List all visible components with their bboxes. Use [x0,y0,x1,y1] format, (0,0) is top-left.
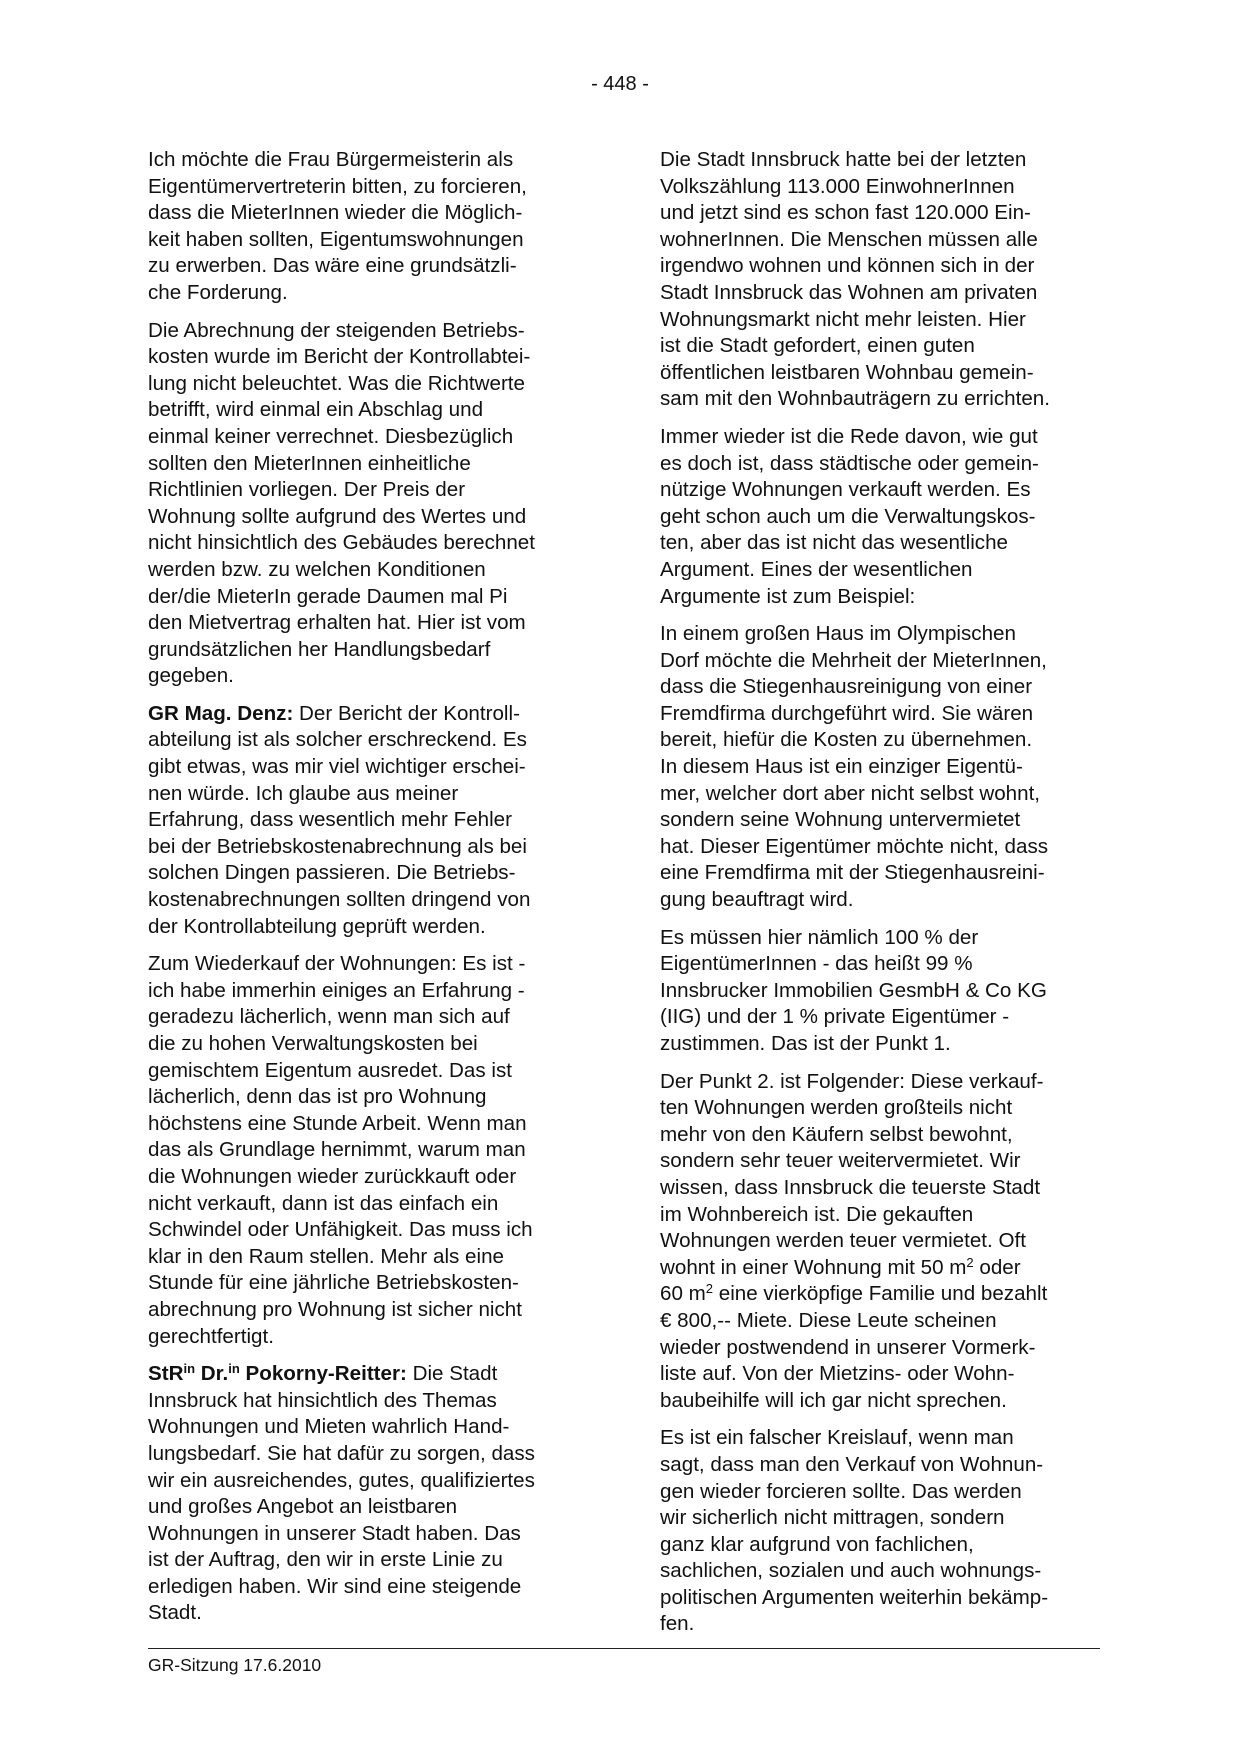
paragraph: Die Abrechnung der steigenden Betriebs- kosten wurde im Bericht der Kontrollabtei- lung nicht beleuchtet. Was die Richtwerte betrifft, wird einmal ein Abschlag und einmal keiner verrechnet. Diesbezüglich sollten den MieterInnen einheitliche Richtlinien vorliegen. Der Preis der Wohnung sollte aufgrund des Wertes und nicht hinsichtlich des Gebäudes berechnet werden bzw. zu welchen Konditionen der/die MieterIn gerade Daumen mal Pi den Mietvertrag erhalten hat. Hier ist vom grundsätzlichen her Handlungsbedarf gegeben. [148,318,535,688]
paragraph: Es ist ein falscher Kreislauf, wenn man sagt, dass man den Verkauf von Wohnun- gen wieder forcieren sollte. Das werden wir sicherlich nicht mittragen, sondern ganz klar aufgrund von fachlichen, sachlichen, sozialen und auch wohnungs- politischen Argumenten weiterhin bekämp- fen. [660,1426,1049,1636]
paragraph: Immer wieder ist die Rede davon, wie gut es doch ist, dass städtische oder gemein- nützige Wohnungen verkauft werden. Es geht schon auch um die Verwaltungskos- ten, aber das ist nicht das wesentliche Argument. Eines der wesentlichen Argumente ist zum Beispiel: [660,424,1039,608]
speech-paragraph: GR Mag. Denz: Der Bericht der Kontroll- abteilung ist als solcher erschreckend. Es gibt etwas, was mir viel wichtiger erschei- nen würde. Ich glaube aus meiner Erfahrung, dass wesentlich mehr Fehler bei der Betriebskostenabrechnung als bei solchen Dingen passieren. Die Betriebs- kostenabrechnungen sollten dringend von der Kontrollabteilung geprüft werden. [148,701,531,938]
paragraph: Der Punkt 2. ist Folgender: Diese verkauf- ten Wohnungen werden großteils nicht mehr von den Käufern selbst bewohnt, sondern sehr teuer weitervermietet. Wir wissen, dass Innsbruck die teuerste Stadt im Wohnbereich ist. Die gekauften Wohnungen werden teuer vermietet. Oft wohnt in einer Wohnung mit 50 $m^2$ oder 60 $m^2$ eine vierköpfige Familie und bezahlt € 800,-- Miete. Diese Leute scheinen wieder postwendend in unserer Vormerk- liste auf. Von der Mietzins- oder Wohn- baubeihilfe will ich gar nicht sprechen. [660,1069,1048,1412]
page-number: - 448 - [591,73,649,95]
footer-text: GR-Sitzung 17.6.2010 [148,1655,322,1675]
paragraph: Die Stadt Innsbruck hatte bei der letzten Volkszählung 113.000 EinwohnerInnen und jetzt sind es schon fast 120.000 Ein- wohnerInnen. Die Menschen müssen alle irgendwo wohnen und können sich in der Stadt Innsbruck das Wohnen am privaten Wohnungsmarkt nicht mehr leisten. Hier ist die Stadt gefordert, einen guten öffentlichen leistbaren Wohnbau gemein- sam mit den Wohnbauträgern zu errichten. [660,148,1050,411]
paragraph: Es müssen hier nämlich 100 % der EigentümerInnen - das heißt 99 % Innsbrucker Immobilien GesmbH & Co KG (IIG) und der 1 % private Eigentümer - zustimmen. Das ist der Punkt 1. [660,925,1047,1055]
left-column [148,147,593,1638]
paragraph: In einem großen Haus im Olympischen Dorf möchte die Mehrheit der MieterInnen, dass die Stiegenhausreinigung von einer Fremdfirma durchgeführt wird. Sie wären bereit, hiefür die Kosten zu übernehmen. In diesem Haus ist ein einziger Eigentü- mer, welcher dort aber nicht selbst wohnt, sondern seine Wohnung untervermietet hat. Dieser Eigentümer möchte nicht, dass eine Fremdfirma mit der Stiegenhausreini- gung beauftragt wird. [660,622,1049,912]
right-column [660,147,1105,1649]
footer-divider [148,1648,1100,1649]
speech-paragraph: StR$^{in}$ Dr.$^{in}$ Pokorny-Reitter: Die Stadt Innsbruck hat hinsichtlich des Themas Wohnungen und Mieten wahrlich Hand- lungsbedarf. Sie hat dafür zu sorgen, dass wir ein ausreichendes, gutes, qualifiziertes und großes Angebot an leistbaren Wohnungen in unserer Stadt haben. Das ist der Auftrag, den wir in erste Linie zu erledigen haben. Wir sind eine steigende Stadt. [148,1360,535,1625]
speaker-name: StR$^{in}$ Dr.$^{in}$ Pokorny-Reitter: [148,1360,407,1386]
speaker-name: GR Mag. Denz: [148,701,294,725]
paragraph: Zum Wiederkauf der Wohnungen: Es ist - ich habe immerhin einiges an Erfahrung - geradezu lächerlich, wenn man sich auf die zu hohen Verwaltungskosten bei gemischtem Eigentum ausredet. Das ist lächerlich, denn das ist pro Wohnung höchstens eine Stunde Arbeit. Wenn man das als Grundlage hernimmt, warum man die Wohnungen wieder zurückkauft oder nicht verkauft, dann ist das einfach ein Schwindel oder Unfähigkeit. Das muss ich klar in den Raum stellen. Mehr als eine Stunde für eine jährliche Betriebskosten- abrechnung pro Wohnung ist sicher nicht gerechtfertigt. [148,952,533,1348]
paragraph: Ich möchte die Frau Bürgermeisterin als Eigentümervertreterin bitten, zu forcieren, dass die MieterInnen wieder die Möglich- keit haben sollten, Eigentumswohnungen zu erwerben. Das wäre eine grundsätzli- che Forderung. [148,148,527,304]
